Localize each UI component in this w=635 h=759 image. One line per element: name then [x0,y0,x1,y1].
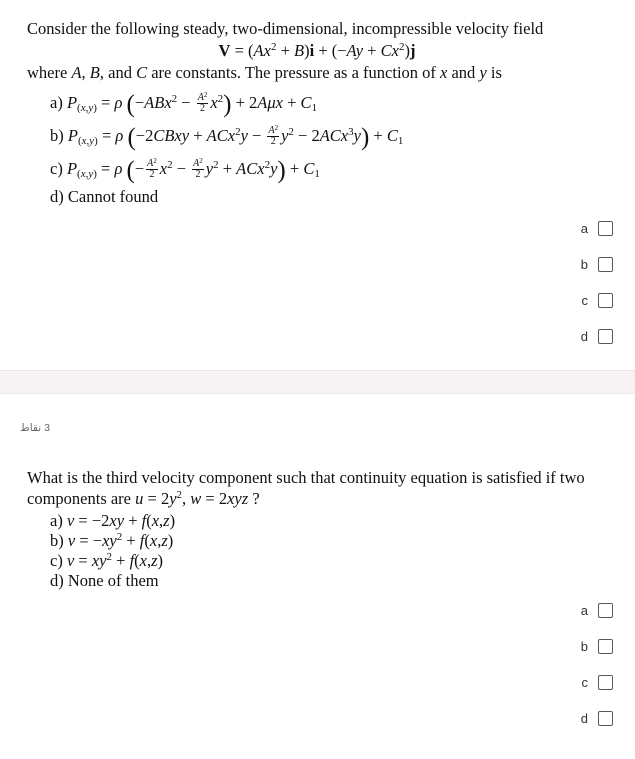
answer-checkbox-d[interactable] [598,329,613,344]
q2-answer-checkbox-b[interactable] [598,639,613,654]
q2-answer-row-d[interactable] [578,709,613,727]
option-d: d) Cannot found [50,187,159,206]
q2-answer-row-c[interactable] [578,673,613,691]
q2-option-c: c) $v = xy^2 + f(x,z)$ [50,551,164,570]
q2-answer-row-a[interactable] [578,601,613,619]
q2-answer-label-c: c [581,674,588,690]
answer-row-a[interactable] [578,219,613,237]
answer-label-a: a [580,220,588,236]
answer-label-d: d [580,328,588,344]
q2-answer-row-b[interactable] [578,637,613,655]
q2-answer-checkbox-c[interactable] [598,675,613,690]
question-2-text: What is the third velocity component such that continuity equation is satisfied if two [27,468,585,487]
q2-answer-label-d: d [580,710,588,726]
q2-option-a: a) v = −2xy + f(x,z) [50,511,176,530]
q2-option-d: d) None of them [50,571,159,590]
question-1-text-cont: where A, B, and C are constants. The pressure as a function of x and y is [27,63,502,82]
q2-answer-checkbox-a[interactable] [598,603,613,618]
option-a: a) $P_{(x,y)} = \rho$ (−ABx$^2$ − $\frac{A^2}{2}$ $x^2) + 2A\mu x + C_1$ [50,90,318,118]
q2-answer-label-b: b [580,638,588,654]
option-b: b) $P_{(x,y)} = \rho$ (−2CBxy + ACx$^2$y − $\frac{A^2}{2}$ $y^2 - 2ACx^3y) + C_1$ [50,123,404,151]
q2-option-b: b) $v = -xy^2 + f(x,z)$ [50,531,174,550]
q2-answer-label-a: a [580,602,588,618]
answer-row-c[interactable] [578,291,613,309]
answer-label-c: c [581,292,588,308]
answer-row-d[interactable] [578,327,613,345]
answer-checkbox-b[interactable] [598,257,613,272]
q2-answer-checkbox-d[interactable] [598,711,613,726]
velocity-field-equation: $V = (Ax^2 + B)i + (-Ay + Cx^2)j$ [218,41,416,60]
option-c: c) $P_{(x,y)} = \rho$ (− $\frac{A^2}{2}$ $x^2$ − $\frac{A^2}{2}$ $y^2 + ACx^2y) + C_1$ [50,156,320,184]
answer-checkbox-a[interactable] [598,221,613,236]
answer-row-b[interactable] [578,255,613,273]
question-2-text-cont: components are $u = 2y^2$, w = 2xyz ? [27,489,260,508]
question-2-prefix: components are [27,489,132,508]
card-separator [0,370,635,394]
question-1-text: Consider the following steady, two-dimensional, incompressible velocity field [27,19,544,38]
question-card-2 [0,392,635,759]
points-label: 3 نقاط [20,422,50,434]
answer-checkbox-c[interactable] [598,293,613,308]
question-card-1 [0,0,635,370]
answer-label-b: b [580,256,588,272]
